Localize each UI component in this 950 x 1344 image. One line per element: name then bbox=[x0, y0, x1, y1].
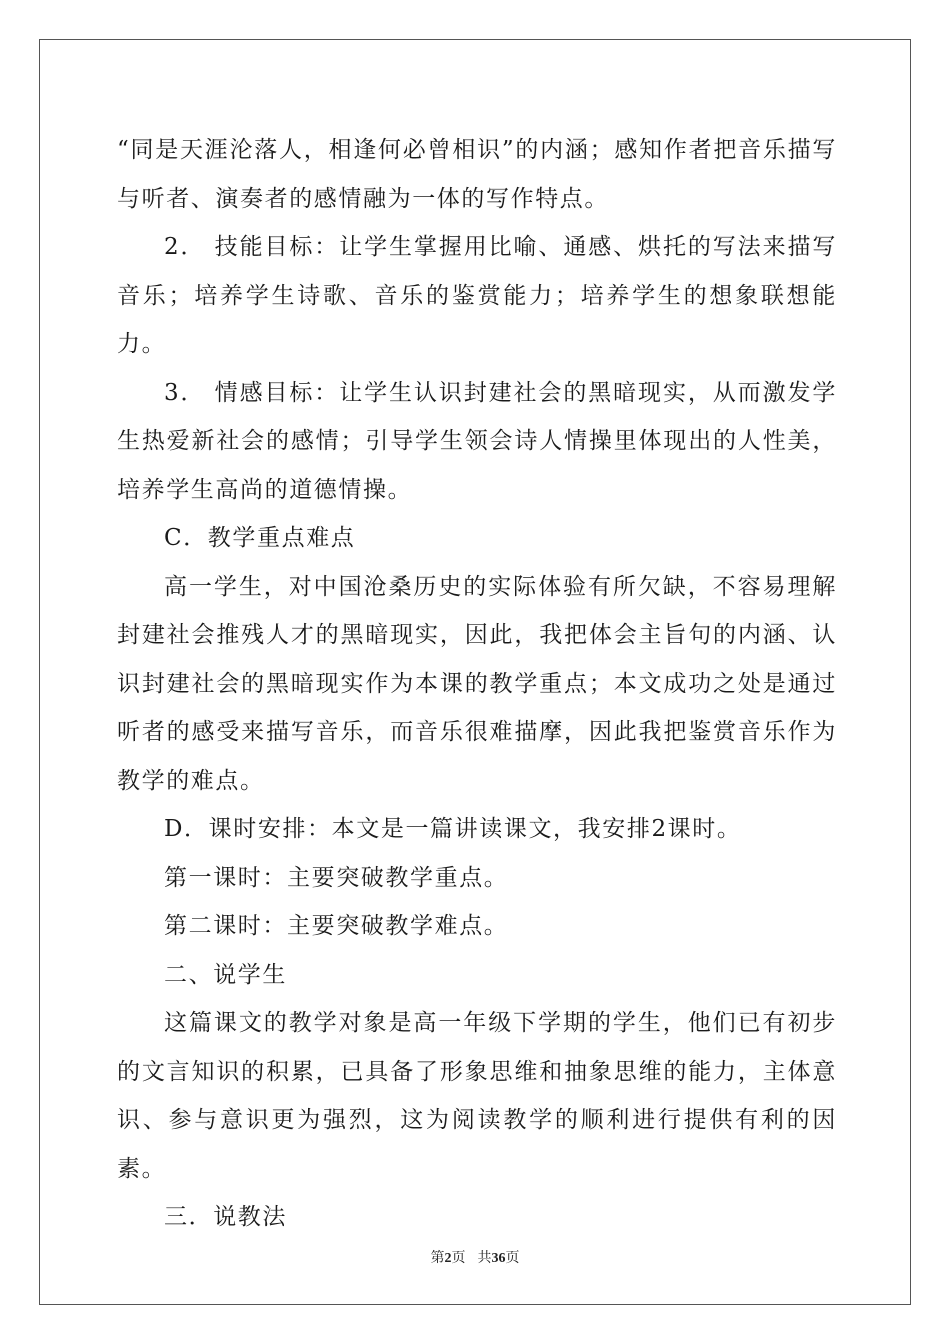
footer-page-prefix: 第 bbox=[430, 1250, 445, 1266]
paragraph-students: 这篇课文的教学对象是高一年级下学期的学生，他们已有初步的文言知识的积累，已具备了形象思维和抽象思维的能力，主体意识、参与意识更为强烈，这为阅读教学的顺利进行提供有利的因素。 bbox=[117, 1010, 837, 1182]
footer-page-suffix: 页 bbox=[451, 1250, 466, 1266]
paragraph-lesson-1: 第一课时：主要突破教学重点。 bbox=[164, 864, 509, 891]
footer-total-prefix: 共 bbox=[477, 1250, 492, 1266]
section-heading-2: 二、说学生 bbox=[164, 961, 287, 988]
footer-total-pages: 36 bbox=[491, 1251, 506, 1266]
paragraph-2: 2． 技能目标：让学生掌握用比喻、通感、烘托的写法来描写音乐；培养学生诗歌、音乐的鉴赏能力；培养学生的想象联想能力。 bbox=[117, 234, 837, 357]
paragraph-3: 3． 情感目标：让学生认识封建社会的黑暗现实，从而激发学生热爱新社会的感情；引导学生领会诗人情操里体现出的人性美，培养学生高尚的道德情操。 bbox=[117, 379, 837, 503]
section-heading-d: D．课时安排：本文是一篇讲读课文，我安排2课时。 bbox=[164, 816, 742, 842]
paragraph-lesson-2: 第二课时：主要突破教学难点。 bbox=[164, 913, 509, 939]
footer-page-number: 2 bbox=[444, 1251, 452, 1266]
section-heading-3: 三．说教法 bbox=[164, 1204, 287, 1230]
page-footer bbox=[0, 1247, 950, 1267]
document-body bbox=[117, 126, 837, 1242]
section-heading-c: C．教学重点难点 bbox=[164, 525, 356, 551]
footer-total-suffix: 页 bbox=[505, 1250, 520, 1266]
paragraph-1: “同是天涯沦落人，相逢何必曾相识”的内涵；感知作者把音乐描写与听者、演奏者的感情融为一体的写作特点。 bbox=[117, 137, 837, 212]
paragraph-5: 高一学生，对中国沧桑历史的实际体验有所欠缺，不容易理解封建社会推残人才的黑暗现实，因此，我把体会主旨句的内涵、认识封建社会的黑暗现实作为本课的教学重点；本文成功之处是通过听者的感受来描写音乐，而音乐很难描摩，因此我把鉴赏音乐作为教学的难点。 bbox=[117, 573, 837, 794]
